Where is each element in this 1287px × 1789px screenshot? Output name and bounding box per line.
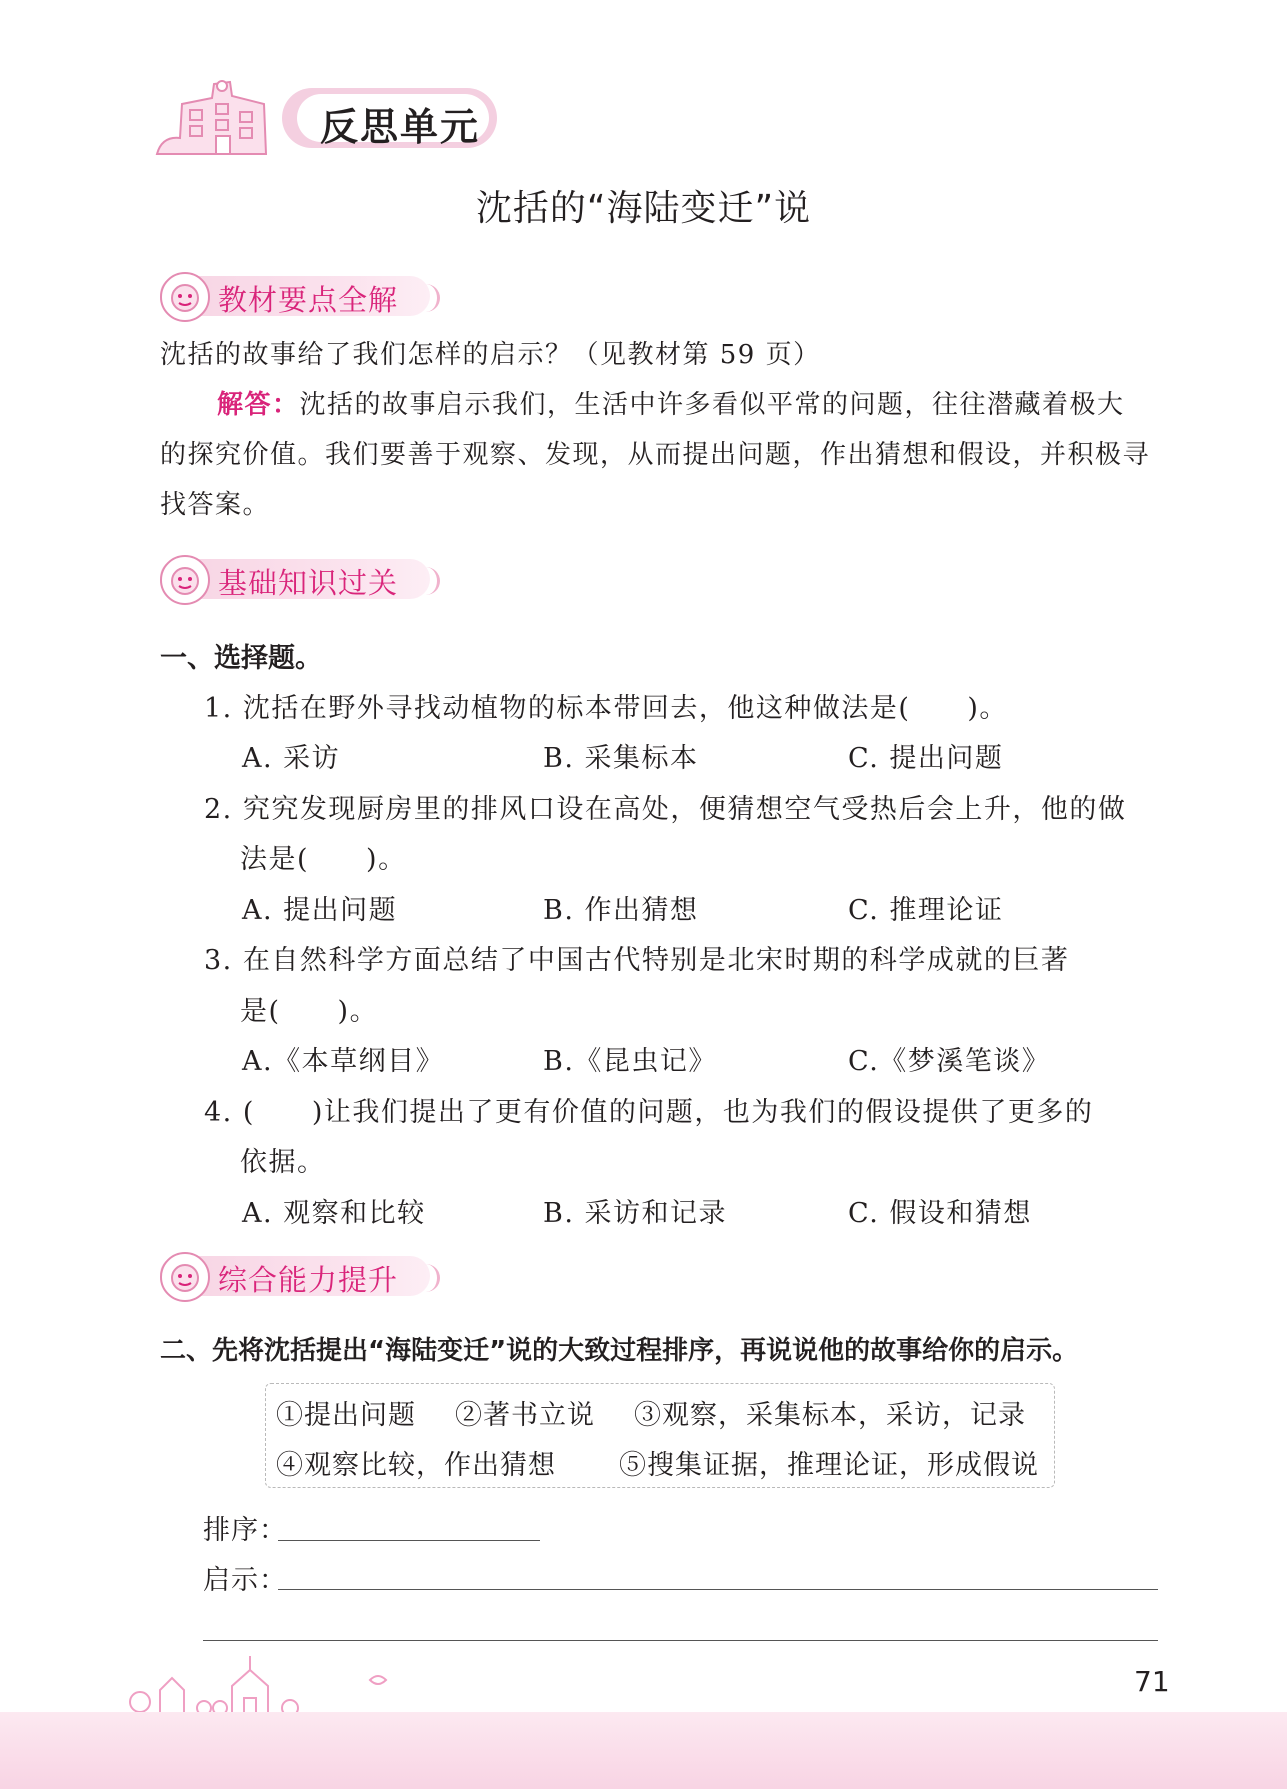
order-label: 排序：: [203, 1515, 287, 1546]
insight-answer-line-2[interactable]: [203, 1640, 1158, 1641]
question-1: 1. 沈括在野外寻找动植物的标本带回去，他这种做法是( )。: [204, 693, 1008, 724]
mascot-icon: [160, 555, 210, 605]
insight-answer-line-1[interactable]: [278, 1589, 1158, 1590]
question-3-cont: 是( )。: [240, 996, 379, 1027]
unit-banner: [152, 76, 512, 156]
q2-option-b: B. 作出猜想: [543, 895, 699, 926]
answer-label: 解答：: [217, 390, 300, 420]
q1-option-b: B. 采集标本: [543, 743, 699, 774]
q4-option-c: C. 假设和猜想: [848, 1198, 1032, 1229]
q3-option-b: B.《昆虫记》: [543, 1046, 717, 1077]
part1-heading: 一、选择题。: [160, 643, 322, 674]
insight-label: 启示：: [203, 1565, 287, 1596]
lesson-title: 沈括的“海陆变迁”说: [475, 188, 812, 229]
question-4: 4. ( )让我们提出了更有价值的问题，也为我们的假设提供了更多的: [204, 1097, 1094, 1128]
question-4-cont: 依据。: [240, 1147, 326, 1178]
q2-option-c: C. 推理论证: [848, 895, 1004, 926]
section-header-advanced: [160, 1252, 460, 1302]
question-3: 3. 在自然科学方面总结了中国古代特别是北宋时期的科学成就的巨著: [204, 945, 1070, 976]
step-3: ③观察，采集标本，采访，记录: [634, 1400, 1026, 1431]
step-2: ②著书立说: [455, 1400, 595, 1431]
step-4: ④观察比较，作出猜想: [276, 1450, 556, 1481]
building-illustration-icon: [152, 76, 292, 156]
section-label: 基础知识过关: [218, 566, 399, 600]
section-label: 教材要点全解: [218, 283, 399, 317]
answer-line-3: 找答案。: [160, 490, 271, 520]
q4-option-a: A. 观察和比较: [242, 1198, 426, 1229]
page-number: 71: [1134, 1665, 1170, 1698]
q4-option-b: B. 采访和记录: [543, 1198, 728, 1229]
town-illustration-icon: [120, 1650, 420, 1720]
question-2-cont: 法是( )。: [240, 844, 407, 875]
step-1: ①提出问题: [276, 1400, 416, 1431]
answer-line-2: 的探究价值。我们要善于观察、发现，从而提出问题，作出猜想和假设，并积极寻: [160, 440, 1151, 470]
q1-option-a: A. 采访: [242, 743, 341, 774]
answer-line-1: [217, 380, 1177, 430]
section-label: 综合能力提升: [218, 1263, 399, 1297]
q3-option-a: A.《本草纲目》: [242, 1046, 445, 1077]
step-5: ⑤搜集证据，推理论证，形成假说: [619, 1450, 1039, 1481]
q3-option-c: C.《梦溪笔谈》: [848, 1046, 1051, 1077]
section-header-key-points: [160, 272, 460, 322]
section-header-basic: [160, 555, 460, 605]
q1-option-c: C. 提出问题: [848, 743, 1004, 774]
order-answer-line[interactable]: [278, 1540, 540, 1541]
question-2: 2. 究究发现厨房里的排风口设在高处，便猜想空气受热后会上升，他的做: [204, 794, 1127, 825]
mascot-icon: [160, 272, 210, 322]
answer-text-1: 沈括的故事启示我们，生活中许多看似平常的问题，往往潜藏着极大: [299, 390, 1125, 420]
mascot-icon: [160, 1252, 210, 1302]
key-question: 沈括的故事给了我们怎样的启示？（见教材第 59 页）: [160, 340, 821, 370]
footer-band: [0, 1712, 1287, 1789]
part2-heading: 二、先将沈括提出“海陆变迁”说的大致过程排序，再说说他的故事给你的启示。: [160, 1336, 1079, 1366]
unit-title: 反思单元: [320, 105, 481, 149]
q2-option-a: A. 提出问题: [242, 895, 398, 926]
